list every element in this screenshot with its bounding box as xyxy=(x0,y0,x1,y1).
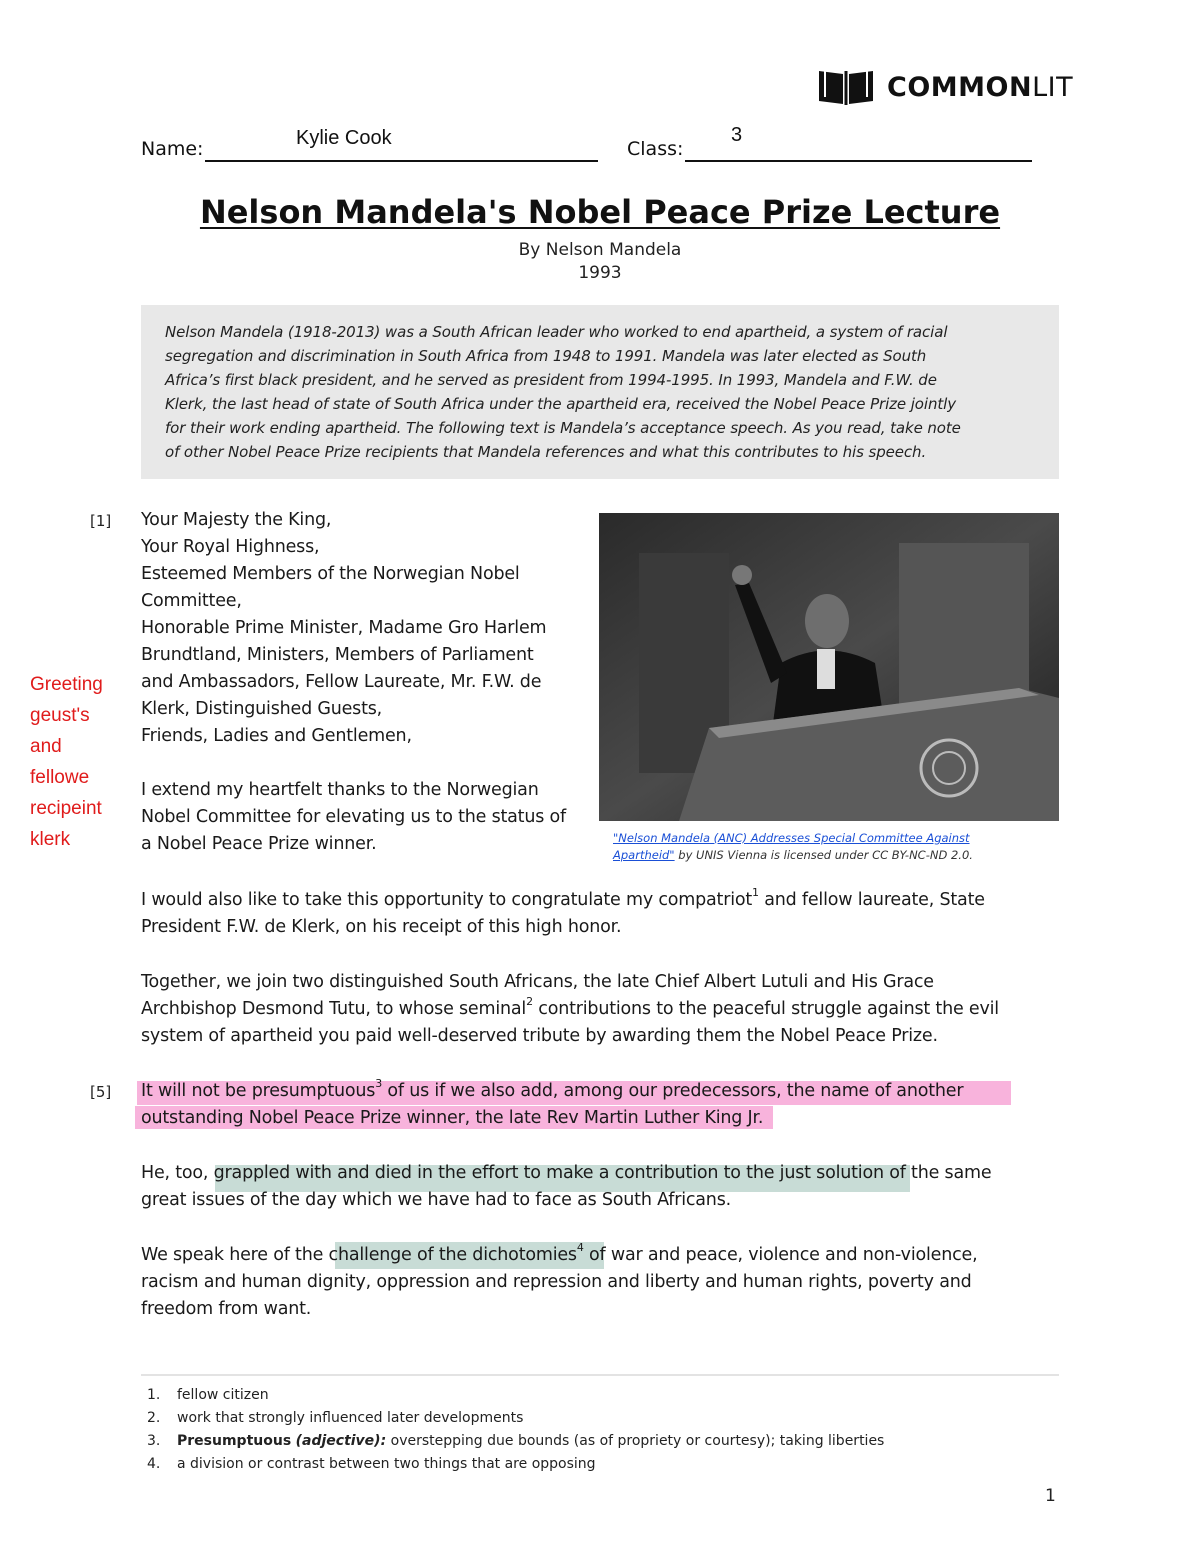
class-value: 3 xyxy=(731,124,743,146)
name-label: Name: xyxy=(141,138,204,160)
margin-note-line: fellowe xyxy=(30,767,90,788)
name-field-line[interactable] xyxy=(205,160,598,162)
intro-line: Nelson Mandela (1918-2013) was a South African leader who worked to end apartheid, a system of racial xyxy=(165,323,948,341)
page-number: 1 xyxy=(1045,1486,1056,1506)
document-title: Nelson Mandela's Nobel Peace Prize Lecture xyxy=(199,193,1001,231)
image-caption xyxy=(613,830,1053,864)
greeting-line: Committee, xyxy=(141,591,242,611)
greeting-line: Esteemed Members of the Norwegian Nobel xyxy=(141,564,520,584)
mandela-photo xyxy=(599,513,1059,821)
body-line: We speak here of the challenge of the dichotomies$^4$ of war and peace, violence and non-violence, xyxy=(141,1241,978,1265)
intro-line: for their work ending apartheid. The following text is Mandela’s acceptance speech. As you read, take note xyxy=(165,419,961,437)
body-line: system of apartheid you paid well-deserved tribute by awarding them the Nobel Peace Prize. xyxy=(141,1026,938,1046)
greeting-line: Friends, Ladies and Gentlemen, xyxy=(141,726,412,746)
caption-credit: by UNIS Vienna is licensed under CC BY-NC-ND 2.0. xyxy=(674,848,973,862)
author-byline: By Nelson Mandela xyxy=(518,240,682,260)
footnote-item: 4. a division or contrast between two things that are opposing xyxy=(147,1456,596,1472)
footnote-item: 2. work that strongly influenced later developments xyxy=(147,1410,524,1426)
publication-year: 1993 xyxy=(578,263,622,283)
body-line: Archbishop Desmond Tutu, to whose seminal$^2$ contributions to the peaceful struggle against the evil xyxy=(141,995,999,1019)
greeting-line: Klerk, Distinguished Guests, xyxy=(141,699,383,719)
paragraph-number: [1] xyxy=(90,512,112,530)
class-field-line[interactable] xyxy=(685,160,1032,162)
intro-line: segregation and discrimination in South Africa from 1948 to 1991. Mandela was later elected as South xyxy=(165,347,927,365)
name-value: Kylie Cook xyxy=(296,127,392,149)
thanks-line: I extend my heartfelt thanks to the Norwegian xyxy=(141,780,539,800)
greeting-line: Your Majesty the King, xyxy=(141,510,332,530)
intro-line: Africa’s first black president, and he served as president from 1994-1995. In 1993, Mandela and F.W. de xyxy=(165,371,937,389)
body-line: freedom from want. xyxy=(141,1299,312,1319)
greeting-line: Honorable Prime Minister, Madame Gro Harlem xyxy=(141,618,547,638)
intro-line: Klerk, the last head of state of South Africa under the apartheid era, received the Nobel Peace Prize jointly xyxy=(165,395,956,413)
paragraph-number: [5] xyxy=(90,1083,112,1101)
caption-link[interactable]: "Nelson Mandela (ANC) Addresses Special Committee Against Apartheid" xyxy=(613,831,970,862)
commonlit-logo xyxy=(817,67,1073,107)
margin-note-line: and xyxy=(30,736,62,757)
open-book-icon xyxy=(817,67,875,107)
logo-wordmark: COMMONLIT xyxy=(887,71,1074,103)
margin-note-line: klerk xyxy=(30,829,71,850)
body-line: President F.W. de Klerk, on his receipt of this high honor. xyxy=(141,917,622,937)
greeting-line: Brundtland, Ministers, Members of Parliament xyxy=(141,645,534,665)
thanks-line: a Nobel Peace Prize winner. xyxy=(141,834,377,854)
body-line: Together, we join two distinguished South Africans, the late Chief Albert Lutuli and His Grace xyxy=(141,972,934,992)
footnote-divider xyxy=(141,1374,1059,1376)
intro-box xyxy=(141,305,1059,479)
intro-line: of other Nobel Peace Prize recipients that Mandela references and what this contributes to his speech. xyxy=(165,443,927,461)
body-line: I would also like to take this opportunity to congratulate my compatriot$^1$ and fellow laureate, State xyxy=(141,886,985,910)
body-line: It will not be presumptuous$^3$ of us if we also add, among our predecessors, the name of another xyxy=(141,1077,964,1101)
class-label: Class: xyxy=(627,138,684,160)
footnote-item: 1. fellow citizen xyxy=(147,1387,269,1403)
body-line: outstanding Nobel Peace Prize winner, the late Rev Martin Luther King Jr. xyxy=(141,1108,764,1128)
margin-note-line: geust's xyxy=(30,705,90,726)
thanks-line: Nobel Committee for elevating us to the status of xyxy=(141,807,566,827)
greeting-line: and Ambassadors, Fellow Laureate, Mr. F.W. de xyxy=(141,672,542,692)
greeting-line: Your Royal Highness, xyxy=(141,537,320,557)
body-line: racism and human dignity, oppression and repression and liberty and human rights, poverty and xyxy=(141,1272,972,1292)
margin-note-line: recipeint xyxy=(30,798,102,819)
margin-note-line: Greeting xyxy=(30,674,103,695)
footnote-item: 3. Presumptuous (adjective): overstepping due bounds (as of propriety or courtesy); taking liberties xyxy=(147,1433,885,1449)
body-line: He, too, grappled with and died in the effort to make a contribution to the just solution of the same xyxy=(141,1163,992,1183)
body-line: great issues of the day which we have had to face as South Africans. xyxy=(141,1190,731,1210)
